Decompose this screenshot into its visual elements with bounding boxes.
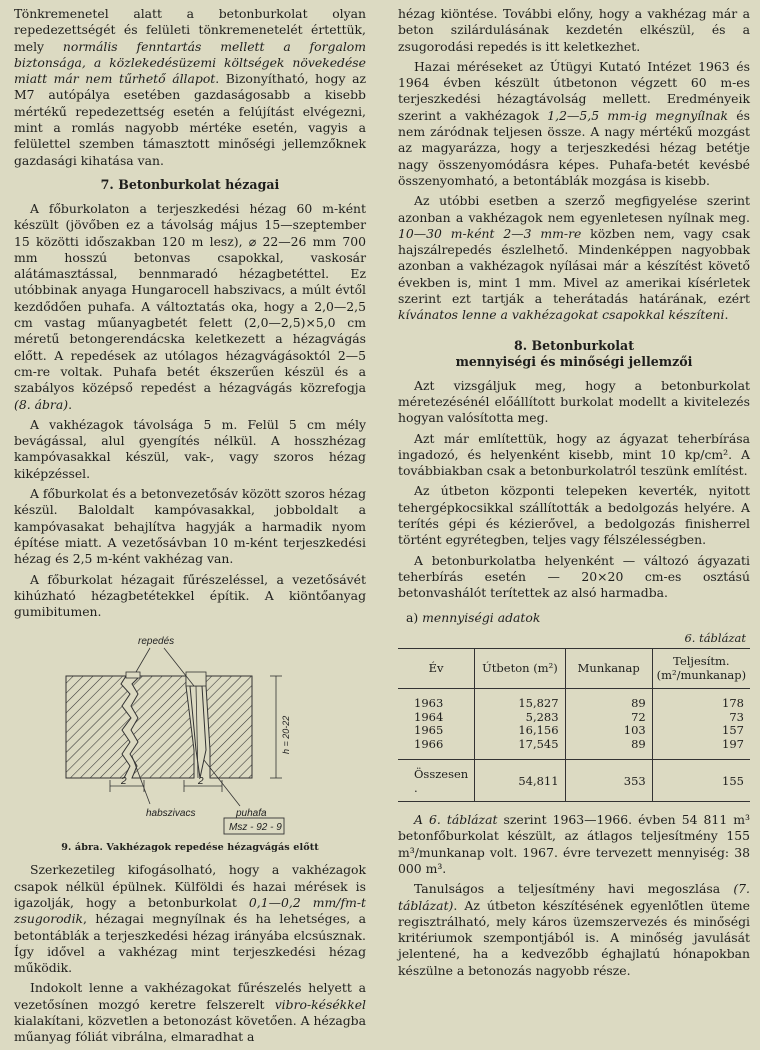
emphasis-text: 1,2—5,5 mm-ig megnyílnak [547, 107, 729, 123]
text-run: Tanulságos a teljesítmény havi megoszlása [414, 881, 734, 897]
slab-left [66, 676, 131, 778]
figure-caption: 9. ábra. Vakhézagok repedése hézagvágás előtt [61, 842, 319, 854]
text-run: . Bizonyítható, hogy az M7 autópálya esetében gazdaságosabb a kisebb mértékű repedezettség esetén a felújítást elvégezni, mint a romlás nagyobb mértéke esetén, vagyis a felülettel szemben támasztott minőségi jellemzőknek gazdasági kihatása van. [14, 71, 366, 168]
emphasis-text: 10—30 m-ként 2—3 mm-re [398, 225, 582, 241]
table-row: 1963 15,827 89 178 [398, 689, 750, 711]
paragraph [14, 486, 366, 567]
emphasis-text: A 6. táblázat [414, 812, 498, 828]
table-row: 1964 5,283 72 73 [398, 711, 750, 725]
emphasis-text: kívánatos lenne a vakhézagokat csapokkal készíteni [398, 307, 725, 323]
label-puhafa: puhafa [236, 808, 267, 820]
text-run: , hézagai megnyílnak és ha lehetséges, a betontáblák a terjeszkedési hézag irányába elcsúsznak. Így idővel a vakhézag mint terjeszkedési hézag működik. [14, 911, 366, 976]
paragraph [398, 812, 750, 877]
text-run: . [68, 396, 73, 412]
text-run: Az útbeton központi telepeken keverték, nyitott tehergépkocsikkal szállították a bedolgozás helyére. A terítés gépi és kézierővel, a bedolgozás finisherrel történt egyrétegben, teljes vagy félszélességben. [398, 483, 750, 548]
paragraph [14, 572, 366, 621]
emphasis-text: vibro-késékkel [274, 996, 366, 1012]
section-heading-7: 7. Betonburkolat hézagai [100, 176, 280, 192]
paragraph [398, 193, 750, 323]
paragraph [398, 378, 750, 427]
subsection-a: a) mennyiségi adatok [406, 609, 541, 625]
section-subheading-8: mennyiségi és minőségi jellemzői [455, 353, 693, 369]
text-run: Szerkezetileg kifogásolható, hogy a vakhézagok csapok nélkül épülnek. Külföldi és hazai mérések is igazolják, hogy a betonburkolat [14, 862, 366, 910]
text-run: . [724, 307, 729, 323]
slab-middle [130, 676, 194, 778]
text-run: szerint 1963—1966. évben 54 811 m³ betonfőburkolat készült, az átlagos teljesítmény 155 m³/munkanap volt. 1967. évre tervezett mennyiség: 38 000 m³. [398, 812, 750, 876]
col-header: Év [398, 649, 475, 689]
label-height: h = 20-22 [281, 716, 291, 755]
text-run: A főburkolaton a terjeszkedési hézag 60 m-ként készült (jövőben ez a távolság május 15—szeptember 15 közötti időszakban 120 m lesz), ⌀ 22—26 mm 700 mm hosszú betonvas csapokkal, vaskosár alátámasztással, bennmaradó hézagbetéttel. Ez utóbbinak anyaga Hungarocell habszivacs, a múlt évtől kezdődően puhafa. A változtatás oka, hogy a 2,0—2,5 cm vastag műanyagbetét felett (2,0—2,5)×5,0 cm méretű betongerendácska keletkezett a hézagvágás előtt. A repedések az utólagos hézagvágásoktól 2—5 cm-re voltak. Puhafa betét ékszerűen készül és a szabályos középső repedést a hézagvágás közrefogja [14, 200, 366, 396]
slab-right [206, 676, 252, 778]
left-column [14, 6, 366, 1050]
emphasis-text: (8. ábra) [14, 396, 69, 412]
table-label: 6. táblázat [684, 630, 746, 645]
text-run: A betonburkolatba helyenként — változó ágyazati teherbírás esetén — 20×20 cm-es osztású betonvashálót terítettek az alsó harmadba. [398, 552, 750, 601]
paragraph [14, 417, 366, 482]
paragraph [398, 431, 750, 480]
text-run: kialakítani, közvetlen a betonozást követően. A hézagba műanyag fóliát vibrálna, elmaradhat a [14, 1013, 366, 1045]
text-run: hézag kiöntése. További előny, hogy a vakhézag már a beton szilárdulásának kezdetén elkészül, és a zsugorodási repedés is itt keletkezhet. [398, 6, 750, 54]
text-run: Azt vizsgáljuk meg, hogy a betonburkolat méretezésénél előállított burkolat modellt a kivitelezés hogyan valósította meg. [398, 377, 750, 426]
label-repedes: repedés [138, 636, 175, 648]
text-run: A vakhézagok távolsága 5 m. Felül 5 cm mély bevágással, alul gyengítés nélkül. A hosszhézag kampóvasakkal készül, vak-, vagy szoros hézag kiképzéssel. [14, 416, 366, 481]
paragraph [398, 483, 750, 548]
label-dim-2-right: 2 [198, 776, 204, 788]
table-row: 1966 17,545 89 197 [398, 738, 750, 752]
paragraph [398, 881, 750, 979]
text-run: . Az útbeton készítésének egyenlőtlen üteme regisztrálható, mely káros üzemszervezés és minőségi kritériumok szempontjából is. A minőség javulását jelentené, ha a kedvezőbb éghajlatú hónapokban készülne a betonozás nagyobb része. [398, 897, 750, 978]
emphasis-text: 0,1—0,2 mm/fm-t zsugorodik [14, 894, 366, 927]
text-run: Az utóbbi esetben a szerző megfigyelése szerint azonban a vakhézagok nem egyenletesen nyílnak meg. [398, 193, 750, 225]
text-run: Hazai méréseket az Útügyi Kutató Intézet 1963 és 1964 évben készült útbetonon végzett 60 m-es terjeszkedési hézagtávolság mellett. Eredményeik szerint a vakhézagok [398, 58, 750, 123]
right-column [398, 6, 750, 983]
emphasis-text: normális fenntartás mellett a forgalom biztonsága, a közlekedésüzemi költségek növekedése miatt már nem tűrhető állapot [14, 38, 367, 87]
table-row: 1965 16,156 103 157 [398, 724, 750, 738]
table-total-row: Összesen . 54,811 353 155 [398, 760, 750, 802]
paragraph [398, 59, 750, 189]
col-header: Teljesítm. (m²/munkanap) [652, 649, 750, 689]
text-run: Indokolt lenne a vakhézagokat fűrészelés helyett a vezetősínen mozgó keretre felszerelt [14, 980, 366, 1012]
paragraph [14, 201, 366, 413]
paragraph [398, 6, 750, 55]
figure-9 [14, 626, 366, 858]
text-run: Azt már említettük, hogy az ágyazat teherbírása ingadozó, és helyenként kisebb, mint 10 kp/cm². A továbbiakban csak a betonburkolatról teszünk említést. [398, 430, 750, 479]
text-run: Tönkremenetel alatt a betonburkolat olyan repedezettségét és felületi tönkremenetelét értettük, mely [14, 6, 366, 54]
text-run: és nem záródnak teljesen össze. A nagy mértékű mozgást az magyarázza, hogy a terjeszkedési hézag betétje nagy összenyomódásra képes. Puhafa-betét kevésbé összenyomható, a betontáblák mozgása is kisebb. [398, 107, 750, 188]
paragraph [14, 980, 366, 1045]
paragraph [398, 553, 750, 602]
joint-diagram [14, 626, 366, 840]
label-habszivacs: habszivacs [146, 808, 196, 820]
label-dim-2-left: 2 [121, 776, 127, 788]
col-header: Munkanap [565, 649, 652, 689]
figure-stamp: Msz - 92 - 9 [229, 822, 282, 834]
section-heading-8: 8. Betonburkolat [513, 337, 635, 353]
emphasis-text: (7. táblázat) [398, 881, 750, 913]
text-run: A főburkolat és a betonvezetősáv között szoros hézag készül. Baloldalt kampóvasakkal, jobboldalt a kampóvasakat behajlítva hagyják a harmadik nyom építése miatt. A vezetősávban 10 m-ként terjeszkedési hézag és 2,5 m-ként vakhézag van. [14, 486, 366, 567]
paragraph [14, 862, 366, 976]
table-6 [398, 648, 750, 802]
text-run: A főburkolat hézagait fűrészeléssel, a vezetősávét kihúzható hézagbetétekkel építik. A kiöntőanyag gumibitumen. [14, 571, 366, 620]
paragraph [14, 6, 366, 169]
text-run: közben nem, vagy csak hajszálrepedés észlelhető. Mindenképpen nagyobbak azonban a vakhézagok nyílásai már a készítést követő években is, mint 1 mm. Mivel az amerikai kísérletek szerint ezt tartják a teherátadás határának, ezért [398, 225, 750, 307]
col-header: Útbeton (m²) [475, 649, 565, 689]
